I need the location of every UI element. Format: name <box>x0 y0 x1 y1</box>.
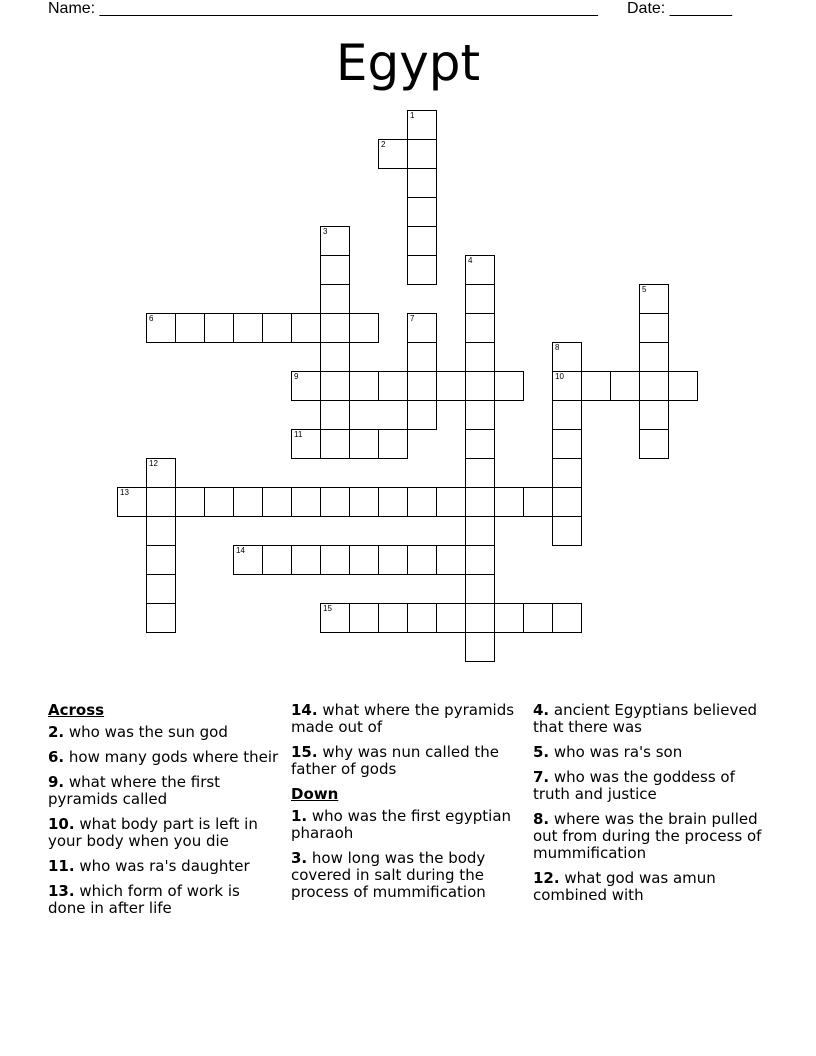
clue-number: 2. <box>48 723 65 741</box>
clue-text: who was the goddess of truth and justice <box>533 768 735 803</box>
clue-text: which form of work is done in after life <box>48 882 240 917</box>
cell-number: 7 <box>410 314 415 323</box>
grid-cell[interactable] <box>494 487 524 517</box>
grid-cell[interactable] <box>407 371 437 401</box>
grid-cell[interactable] <box>465 284 495 314</box>
clue-text: ancient Egyptians believed that there was <box>533 701 758 736</box>
clue-item <box>533 870 765 904</box>
grid-cell[interactable] <box>465 400 495 430</box>
grid-cell[interactable] <box>639 313 669 343</box>
clue-number: 1. <box>291 807 308 825</box>
clue-text: what where the first pyramids called <box>48 773 221 808</box>
grid-cell[interactable] <box>639 429 669 459</box>
grid-cell[interactable] <box>233 545 263 575</box>
grid-cell[interactable] <box>523 487 553 517</box>
grid-cell[interactable] <box>117 487 147 517</box>
cell-number: 6 <box>149 314 154 323</box>
grid-cell[interactable] <box>378 429 408 459</box>
grid-cell[interactable] <box>581 371 611 401</box>
grid-cell[interactable] <box>175 313 205 343</box>
grid-cell[interactable] <box>146 487 176 517</box>
clue-item <box>291 808 523 842</box>
grid-cell[interactable] <box>523 603 553 633</box>
grid-cell[interactable] <box>146 545 176 575</box>
grid-cell[interactable] <box>639 400 669 430</box>
cell-number: 13 <box>120 488 129 497</box>
grid-cell[interactable] <box>407 342 437 372</box>
clue-text: what body part is left in your body when you die <box>48 815 258 850</box>
grid-cell[interactable] <box>436 603 466 633</box>
grid-cell[interactable] <box>320 487 350 517</box>
grid-cell[interactable] <box>465 255 495 285</box>
grid-cell[interactable] <box>552 400 582 430</box>
clue-number: 12. <box>533 869 560 887</box>
grid-cell[interactable] <box>146 574 176 604</box>
grid-cell[interactable] <box>320 226 350 256</box>
cell-number: 4 <box>468 256 473 265</box>
clue-number: 6. <box>48 748 65 766</box>
grid-cell[interactable] <box>320 255 350 285</box>
grid-cell[interactable] <box>494 603 524 633</box>
grid-cell[interactable] <box>320 603 350 633</box>
clue-item <box>48 883 280 917</box>
grid-cell[interactable] <box>552 342 582 372</box>
across-heading: Across <box>48 701 105 719</box>
date-field-line[interactable]: Date: _______ <box>627 0 732 17</box>
grid-cell[interactable] <box>204 313 234 343</box>
clue-item <box>533 769 765 803</box>
cell-number: 8 <box>555 343 560 352</box>
clue-item <box>291 744 523 778</box>
puzzle-title: Egypt <box>335 34 481 92</box>
grid-cell[interactable] <box>407 197 437 227</box>
cell-number: 1 <box>410 111 415 120</box>
name-field-line[interactable]: Name: ________________________________________________________ <box>48 0 598 17</box>
grid-cell[interactable] <box>291 429 321 459</box>
cell-number: 3 <box>323 227 328 236</box>
clue-number: 14. <box>291 701 318 719</box>
grid-cell[interactable] <box>465 342 495 372</box>
clue-number: 9. <box>48 773 65 791</box>
clue-number: 13. <box>48 882 75 900</box>
grid-cell[interactable] <box>233 487 263 517</box>
clue-item <box>291 850 523 901</box>
clue-number: 10. <box>48 815 75 833</box>
clue-item <box>48 724 280 741</box>
grid-cell[interactable] <box>465 458 495 488</box>
grid-cell[interactable] <box>320 284 350 314</box>
grid-cell[interactable] <box>407 226 437 256</box>
grid-cell[interactable] <box>552 371 582 401</box>
grid-cell[interactable] <box>552 429 582 459</box>
clue-number: 11. <box>48 857 75 875</box>
grid-cell[interactable] <box>407 139 437 169</box>
grid-cell[interactable] <box>291 313 321 343</box>
grid-cell[interactable] <box>407 487 437 517</box>
grid-cell[interactable] <box>378 371 408 401</box>
clue-number: 4. <box>533 701 550 719</box>
grid-cell[interactable] <box>378 545 408 575</box>
grid-cell[interactable] <box>378 487 408 517</box>
grid-cell[interactable] <box>407 168 437 198</box>
clue-column-3 <box>533 702 765 912</box>
grid-cell[interactable] <box>349 487 379 517</box>
grid-cell[interactable] <box>552 487 582 517</box>
grid-cell[interactable] <box>349 313 379 343</box>
grid-cell[interactable] <box>262 487 292 517</box>
down-heading: Down <box>291 785 339 803</box>
grid-cell[interactable] <box>407 313 437 343</box>
grid-cell[interactable] <box>552 516 582 546</box>
cell-number: 12 <box>149 459 158 468</box>
clue-text: how many gods where their <box>64 748 279 766</box>
clue-item <box>291 702 523 736</box>
grid-cell[interactable] <box>465 371 495 401</box>
grid-cell[interactable] <box>494 371 524 401</box>
clue-text: what god was amun combined with <box>533 869 716 904</box>
clue-item <box>533 811 765 862</box>
clue-column-1 <box>48 702 280 925</box>
grid-cell[interactable] <box>204 487 234 517</box>
clue-text: why was nun called the father of gods <box>291 743 500 778</box>
grid-cell[interactable] <box>349 545 379 575</box>
grid-cell[interactable] <box>465 516 495 546</box>
grid-cell[interactable] <box>378 139 408 169</box>
clue-number: 3. <box>291 849 308 867</box>
clue-item <box>533 702 765 736</box>
grid-cell[interactable] <box>407 603 437 633</box>
grid-cell[interactable] <box>465 632 495 662</box>
grid-cell[interactable] <box>320 342 350 372</box>
grid-cell[interactable] <box>639 342 669 372</box>
grid-cell[interactable] <box>320 545 350 575</box>
grid-cell[interactable] <box>639 371 669 401</box>
grid-cell[interactable] <box>436 487 466 517</box>
grid-cell[interactable] <box>320 429 350 459</box>
grid-cell[interactable] <box>610 371 640 401</box>
grid-cell[interactable] <box>407 545 437 575</box>
clue-number: 15. <box>291 743 318 761</box>
clue-text: who was ra's son <box>549 743 683 761</box>
clue-text: how long was the body covered in salt during the process of mummification <box>291 849 486 901</box>
cell-number: 11 <box>294 430 303 439</box>
grid-cell[interactable] <box>320 400 350 430</box>
clue-item <box>533 744 765 761</box>
grid-cell[interactable] <box>320 371 350 401</box>
grid-cell[interactable] <box>436 545 466 575</box>
grid-cell[interactable] <box>465 574 495 604</box>
grid-cell[interactable] <box>233 313 263 343</box>
grid-cell[interactable] <box>407 400 437 430</box>
grid-cell[interactable] <box>349 429 379 459</box>
grid-cell[interactable] <box>465 545 495 575</box>
grid-cell[interactable] <box>262 313 292 343</box>
grid-cell[interactable] <box>552 458 582 488</box>
grid-cell[interactable] <box>146 603 176 633</box>
grid-cell[interactable] <box>291 545 321 575</box>
clue-number: 5. <box>533 743 550 761</box>
cell-number: 14 <box>236 546 245 555</box>
cell-number: 9 <box>294 372 299 381</box>
grid-cell[interactable] <box>146 313 176 343</box>
grid-cell[interactable] <box>465 603 495 633</box>
grid-cell[interactable] <box>668 371 698 401</box>
grid-cell[interactable] <box>465 313 495 343</box>
grid-cell[interactable] <box>407 110 437 140</box>
clue-item <box>48 774 280 808</box>
clue-item <box>48 749 280 766</box>
grid-cell[interactable] <box>378 603 408 633</box>
clue-number: 7. <box>533 768 550 786</box>
grid-cell[interactable] <box>262 545 292 575</box>
cell-number: 2 <box>381 140 386 149</box>
clue-text: who was the first egyptian pharaoh <box>291 807 512 842</box>
grid-cell[interactable] <box>146 458 176 488</box>
grid-cell[interactable] <box>552 603 582 633</box>
grid-cell[interactable] <box>291 371 321 401</box>
grid-cell[interactable] <box>349 603 379 633</box>
clue-item <box>48 816 280 850</box>
grid-cell[interactable] <box>436 371 466 401</box>
cell-number: 15 <box>323 604 332 613</box>
grid-cell[interactable] <box>146 516 176 546</box>
grid-cell[interactable] <box>407 255 437 285</box>
grid-cell[interactable] <box>465 429 495 459</box>
cell-number: 5 <box>642 285 647 294</box>
clue-item <box>48 858 280 875</box>
clue-text: who was the sun god <box>64 723 228 741</box>
grid-cell[interactable] <box>291 487 321 517</box>
grid-cell[interactable] <box>639 284 669 314</box>
grid-cell[interactable] <box>465 487 495 517</box>
cell-number: 10 <box>555 372 564 381</box>
clue-column-2 <box>291 702 523 909</box>
grid-cell[interactable] <box>175 487 205 517</box>
clue-text: who was ra's daughter <box>74 857 250 875</box>
clue-number: 8. <box>533 810 550 828</box>
clue-text: what where the pyramids made out of <box>291 701 515 736</box>
grid-cell[interactable] <box>349 371 379 401</box>
clue-text: where was the brain pulled out from during the process of mummification <box>533 810 762 862</box>
grid-cell[interactable] <box>320 313 350 343</box>
